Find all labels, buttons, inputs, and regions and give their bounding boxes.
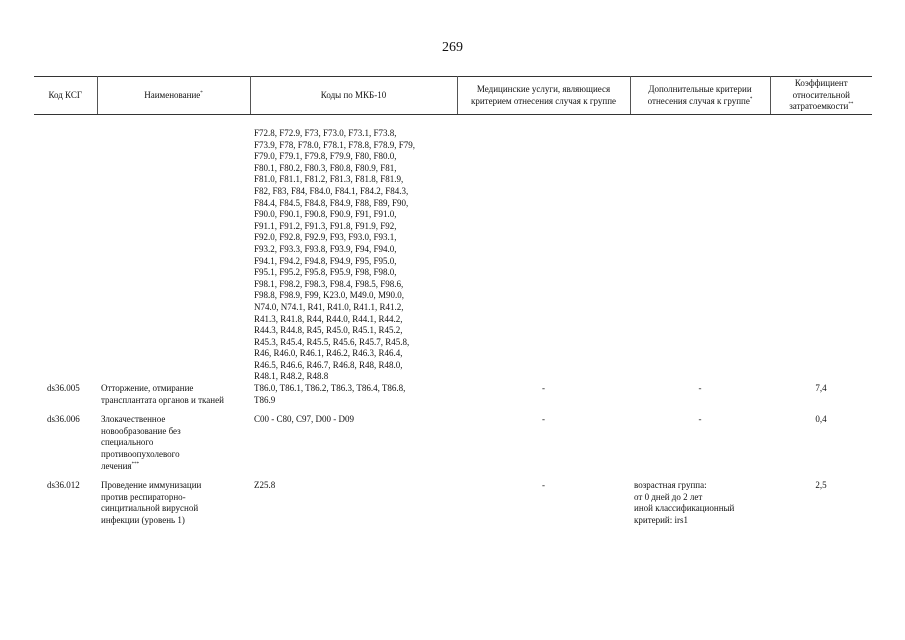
medical-services: - [542, 383, 545, 394]
ksg-table [34, 76, 872, 535]
cost-coefficient: 0,4 [815, 414, 827, 425]
table-row [34, 480, 872, 526]
additional-criteria [630, 383, 770, 406]
header-code: Код КСГ [34, 77, 97, 115]
icd-code-line: T86.9 [254, 394, 276, 405]
continuation-icd-codes [250, 115, 457, 384]
icd-code-line: F72.8, F72.9, F73, F73.0, F73.1, F73.8, [254, 128, 397, 138]
icd-code-line: F95.1, F95.2, F95.8, F95.9, F98, F98.0, [254, 267, 397, 278]
ksg-name-line: лечения*** [101, 460, 140, 471]
ksg-name-line: инфекции (уровень 1) [101, 515, 185, 525]
table-row-continuation [34, 115, 872, 384]
icd-code-line: F73.9, F78, F78.0, F78.1, F78.8, F78.9, F79, [254, 139, 416, 150]
icd-code-line: F84.4, F84.5, F84.8, F84.9, F88, F89, F90, [254, 197, 409, 208]
ksg-name-line: Проведение иммунизации [101, 480, 202, 491]
ksg-name-line: Отторжение, отмирание [101, 383, 194, 394]
ksg-code: ds36.005 [47, 383, 80, 394]
criteria-line: критерий: irs1 [634, 515, 688, 525]
criteria-line: - [698, 414, 702, 425]
ksg-name [97, 480, 250, 526]
icd-code-line: T86.0, T86.1, T86.2, T86.3, T86.4, T86.8, [254, 383, 406, 394]
ksg-name-line: трансплантата органов и тканей [101, 394, 224, 405]
icd-codes [250, 383, 457, 406]
page-number: 269 [442, 40, 463, 55]
icd-code-line: F80.1, F80.2, F80.3, F80.8, F80.9, F81, [254, 162, 397, 173]
header-icd: Коды по МКБ-10 [250, 77, 457, 115]
icd-code-line: Z25.8 [254, 480, 276, 491]
icd-code-line: N74.0, N74.1, R41, R41.0, R41.1, R41.2, [254, 301, 404, 312]
ksg-name [97, 414, 250, 472]
icd-code-line: F79.0, F79.1, F79.8, F79.9, F80, F80.0, [254, 151, 397, 162]
icd-code-line: F81.0, F81.1, F81.2, F81.3, F81.8, F81.9, [254, 174, 404, 185]
icd-code-line: C00 - C80, C97, D00 - D09 [254, 414, 355, 425]
cost-coefficient: 2,5 [815, 480, 827, 491]
criteria-line: от 0 дней до 2 лет [634, 491, 703, 502]
icd-codes [250, 414, 457, 472]
ksg-name-line: противоопухолевого [101, 449, 180, 460]
icd-code-line: R45.3, R45.4, R45.5, R45.6, R45.7, R45.8, [254, 336, 410, 347]
cost-coefficient: 7,4 [815, 383, 827, 394]
icd-code-line: R41.3, R41.8, R44, R44.0, R44.1, R44.2, [254, 313, 403, 324]
ksg-name-line: против респираторно- [101, 491, 186, 502]
icd-code-line: F93.2, F93.3, F93.8, F93.9, F94, F94.0, [254, 243, 397, 254]
criteria-line: возрастная группа: [634, 480, 707, 491]
row-spacer [34, 472, 872, 480]
icd-codes [250, 480, 457, 526]
icd-code-line: R46.5, R46.6, R46.7, R46.8, R48, R48.0, [254, 359, 403, 370]
ksg-name-line: специального [101, 437, 154, 448]
icd-code-line: R48.1, R48.2, R48.8 [254, 371, 329, 382]
table-row [34, 383, 872, 406]
header-services: Медицинские услуги, являющиеся критерием отнесения случая к группе [457, 77, 630, 115]
table-row [34, 414, 872, 472]
icd-code-line: F82, F83, F84, F84.0, F84.1, F84.2, F84.3, [254, 185, 409, 196]
ksg-code: ds36.006 [47, 414, 80, 425]
header-coef: Коэффициент относительной затратоемкости** [770, 77, 872, 115]
header-criteria: Дополнительные критерии отнесения случая к группе* [630, 77, 770, 115]
ksg-name-line: Злокачественное [101, 414, 166, 425]
row-spacer [34, 406, 872, 414]
icd-code-line: F94.1, F94.2, F94.8, F94.9, F95, F95.0, [254, 255, 397, 266]
table-header-row [34, 77, 872, 115]
icd-code-line: R46, R46.0, R46.1, R46.2, R46.3, R46.4, [254, 348, 403, 359]
criteria-line: - [698, 383, 702, 394]
row-spacer [34, 527, 872, 535]
medical-services: - [542, 414, 545, 425]
icd-code-line: F98.8, F98.9, F99, K23.0, M49.0, M90.0, [254, 290, 405, 301]
icd-code-line: F92.0, F92.8, F92.9, F93, F93.0, F93.1, [254, 232, 397, 243]
medical-services: - [542, 480, 545, 491]
ksg-name-line: новообразование без [101, 425, 181, 436]
header-name: Наименование* [97, 77, 250, 115]
additional-criteria [630, 480, 770, 526]
icd-code-line: F91.1, F91.2, F91.3, F91.8, F91.9, F92, [254, 220, 397, 231]
icd-code-line: F90.0, F90.1, F90.8, F90.9, F91, F91.0, [254, 209, 397, 220]
criteria-line: иной классификационный [634, 503, 735, 514]
ksg-name-line: синцитиальной вирусной [101, 503, 199, 514]
footnote-mark: *** [131, 461, 140, 467]
icd-code-line: F98.1, F98.2, F98.3, F98.4, F98.5, F98.6, [254, 278, 404, 289]
ksg-code: ds36.012 [47, 480, 80, 491]
ksg-name [97, 383, 250, 406]
additional-criteria [630, 414, 770, 472]
icd-code-line: R44.3, R44.8, R45, R45.0, R45.1, R45.2, [254, 325, 403, 336]
